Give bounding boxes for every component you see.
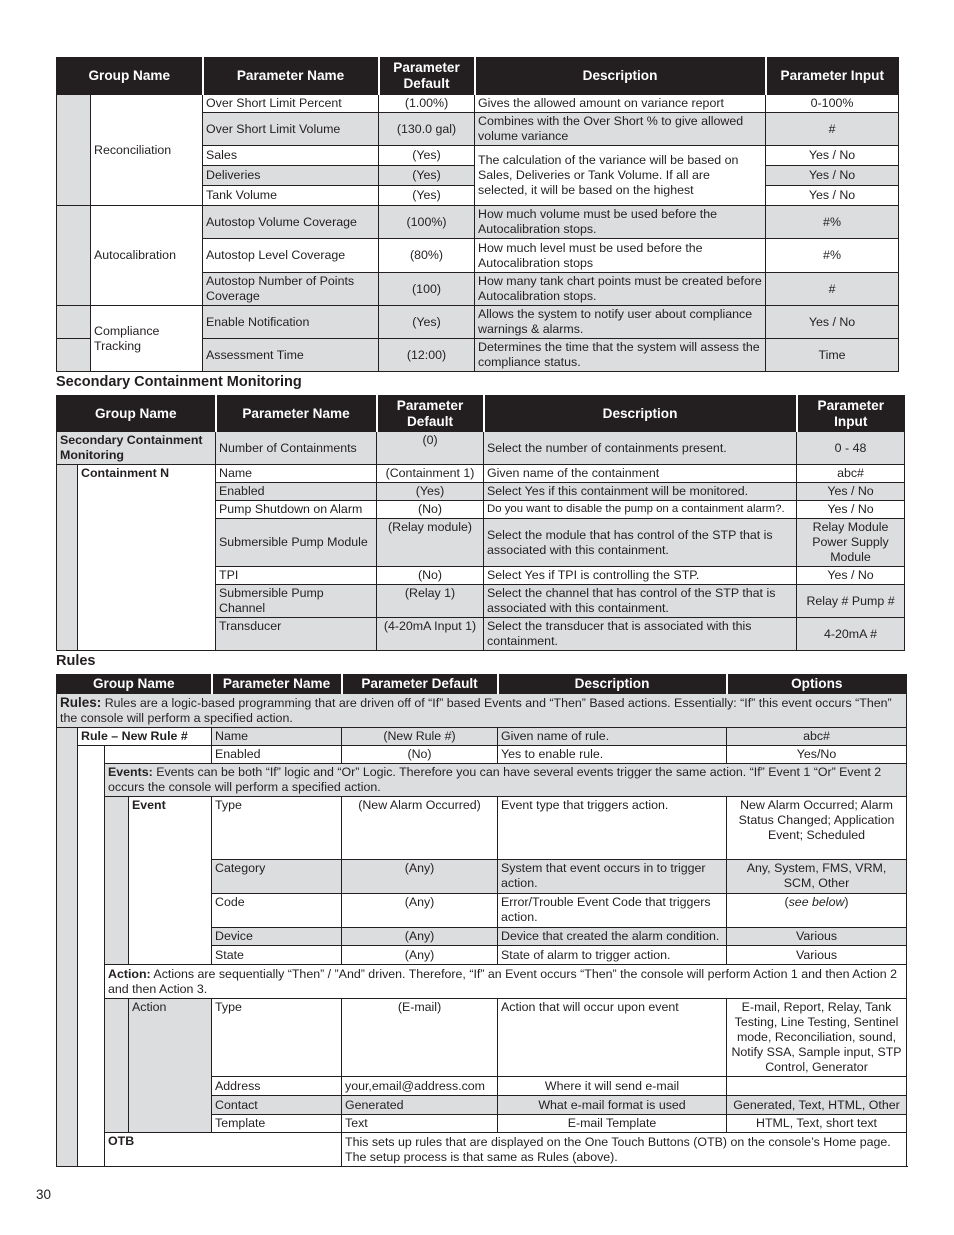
group-event: Event xyxy=(129,797,212,965)
table-row: Enabled (No) Yes to enable rule. Yes/No xyxy=(57,746,907,764)
table-row: Contact Generated What e-mail format is used Generated, Text, HTML, Other xyxy=(57,1096,907,1115)
table-row: Assessment Time (12:00) Determines the time that the system will assess the compliance status. Time xyxy=(57,339,899,372)
header-parameter-name: Parameter Name xyxy=(203,58,379,95)
group-containment-n: Containment N xyxy=(78,465,216,651)
secondary-containment-table xyxy=(56,395,905,651)
group-otb: OTB xyxy=(105,1133,342,1167)
table-row: Submersible Pump Module (Relay module) Select the module that has control of the STP that is associated with this containment. Relay Module Power Supply Module xyxy=(57,519,905,567)
table-row: Sales (Yes) The calculation of the variance will be based on Sales, Deliveries or Tank Volume. If all are selected, it will be based on the highest Yes / No xyxy=(57,146,899,166)
group-reconciliation: Reconciliation xyxy=(91,95,203,206)
group-action: Action xyxy=(129,999,212,1133)
table-row: Over Short Limit Volume (130.0 gal) Combines with the Over Short % to give allowed volume variance # xyxy=(57,113,899,146)
table-row: Category (Any) System that event occurs in to trigger action. Any, System, FMS, VRM, SCM, Other xyxy=(57,860,907,894)
table-row: Address your,email@address.com Where it will send e-mail xyxy=(57,1077,907,1096)
section-title-rules: Rules xyxy=(56,653,96,669)
group-compliance-tracking: Compliance Tracking xyxy=(91,306,203,372)
rules-intro-row xyxy=(57,694,907,728)
variance-description: The calculation of the variance will be based on Sales, Deliveries or Tank Volume. If all are selected, it will be based on the highest xyxy=(475,146,766,206)
table-row: Compliance Tracking Enable Notification (Yes) Allows the system to notify user about compliance warnings & alarms. Yes / No xyxy=(57,306,899,339)
header-description: Description xyxy=(475,58,766,95)
table-row: State (Any) State of alarm to trigger action. Various xyxy=(57,946,907,965)
table-row: Enabled (Yes) Select Yes if this containment will be monitored. Yes / No xyxy=(57,483,905,501)
table-row: Autocalibration Autostop Volume Coverage (100%) How much volume must be used before the Autocalibration stops. #% xyxy=(57,206,899,239)
table-row: Transducer (4-20mA Input 1) Select the transducer that is associated with this containment. 4-20mA # xyxy=(57,618,905,651)
action-intro: Action: Actions are sequentially “Then” / ”And” driven. Therefore, “If” an Event occurs “Then” the console will perform Action 1 and then Action 2 and then Action 3. xyxy=(105,965,907,999)
group-secondary-containment: Secondary Containment Monitoring xyxy=(57,432,216,465)
page-number: 30 xyxy=(36,1187,52,1202)
table-row: Tank Volume (Yes) Yes / No xyxy=(57,186,899,206)
table-row: Device (Any) Device that created the alarm condition. Various xyxy=(57,928,907,946)
table-row: Template Text E-mail Template HTML, Text, short text xyxy=(57,1115,907,1133)
group-autocalibration: Autocalibration xyxy=(91,206,203,306)
table-row: Rule – New Rule # Name (New Rule #) Given name of rule. abc# xyxy=(57,728,907,746)
table-row: Autostop Number of Points Coverage (100) How many tank chart points must be created before Autocalibration stops. # xyxy=(57,273,899,306)
table-header-row xyxy=(57,58,899,95)
table-row xyxy=(57,1133,907,1167)
group-rule-new-rule: Rule – New Rule # xyxy=(78,728,212,746)
rules-table xyxy=(56,674,907,1167)
otb-description: This sets up rules that are displayed on the One Touch Buttons (OTB) on the console’s Home page. The setup process is that same as Rules (above). xyxy=(342,1133,907,1167)
section-title-secondary-containment: Secondary Containment Monitoring xyxy=(56,374,302,390)
table-row: TPI (No) Select Yes if TPI is controlling the STP. Yes / No xyxy=(57,567,905,585)
events-intro-row xyxy=(57,764,907,797)
table-row: Secondary Containment Monitoring Number of Containments (0) Select the number of containments present. 0 - 48 xyxy=(57,432,905,465)
table-header-row: Group Name Parameter Name Parameter Default Description Parameter Input xyxy=(57,396,905,432)
table-row: Code (Any) Error/Trouble Event Code that triggers action. (see below) xyxy=(57,894,907,928)
rules-intro: Rules: Rules are a logic-based programming that are driven off of “If” based Events and “Then” Based actions. Essentially: “If” this event occurs “Then” the console will perform a specified action. xyxy=(57,694,907,728)
header-parameter-input: Parameter Input xyxy=(766,58,899,95)
table-row: Containment N Name (Containment 1) Given name of the containment abc# xyxy=(57,465,905,483)
table-row: Pump Shutdown on Alarm (No) Do you want to disable the pump on a containment alarm?. Yes / No xyxy=(57,501,905,519)
action-intro-row xyxy=(57,965,907,999)
table-row: Autostop Level Coverage (80%) How much level must be used before the Autocalibration stops #% xyxy=(57,239,899,273)
events-intro: Events: Events can be both “If” logic and “Or” Logic. Therefore you can have several events trigger the same action. “If” Event 1 “Or” Event 2 occurs the console will perform a specified action. xyxy=(105,764,907,797)
table-row: Deliveries (Yes) Yes / No xyxy=(57,166,899,186)
header-group-name: Group Name xyxy=(57,58,203,95)
reconciliation-parameters-table xyxy=(56,57,899,372)
table-row: Reconciliation Over Short Limit Percent (1.00%) Gives the allowed amount on variance report 0-100% xyxy=(57,95,899,113)
header-parameter-default: Parameter Default xyxy=(379,58,475,95)
table-row: Submersible Pump Channel (Relay 1) Select the channel that has control of the STP that is associated with this containment. Relay # Pump # xyxy=(57,585,905,618)
table-row: Event Type (New Alarm Occurred) Event type that triggers action. New Alarm Occurred; Alarm Status Changed; Application Event; Scheduled xyxy=(57,797,907,860)
table-header-row: Group Name Parameter Name Parameter Default Description Options xyxy=(57,675,907,694)
table-row: Action Type (E-mail) Action that will occur upon event E-mail, Report, Relay, Tank Testing, Line Testing, Sentinel mode, Reconciliation, sound, Notify SSA, Sample input, STP Control, Generator xyxy=(57,999,907,1077)
